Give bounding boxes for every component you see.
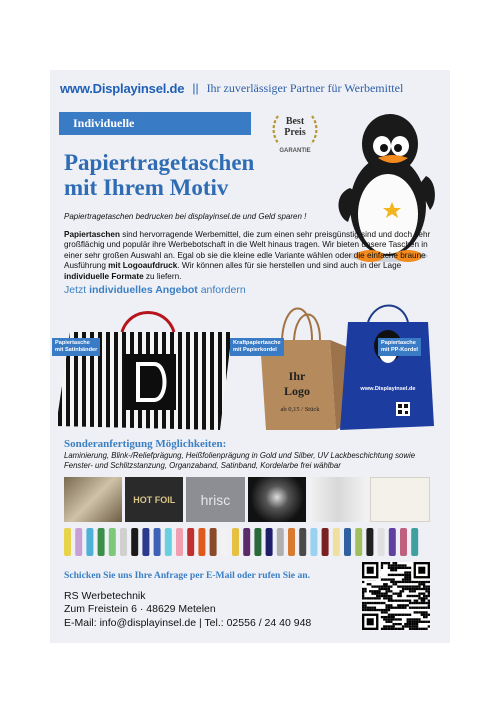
bag-label-pp: Papiertasche mit PP-Kordel [378,338,421,356]
contact-address [64,590,311,630]
finish-emboss-image [64,477,122,522]
company-contact[interactable]: E-Mail: info@displayinsel.de | Tel.: 02556 / 24 40 948 [64,616,312,629]
cord-color-samples [64,528,424,556]
hotfoil-text: HOT FOIL [133,494,176,505]
title-line2: mit Ihrem Motiv [64,175,229,200]
category-band [59,112,251,135]
badge-line1: Best [285,116,305,127]
page-title [64,150,254,200]
company-name: RS Werbetechnik [64,590,146,602]
flyer-page [50,70,450,643]
badge-line2: Preis [284,127,306,138]
cta-link[interactable] [64,284,246,296]
kraft-print2: Logo [283,384,311,398]
badge-line3: GARANTIE [279,148,311,154]
body-strong1: Papiertaschen [64,230,120,239]
cta-pre: Jetzt [64,284,90,296]
body-paragraph [64,230,432,282]
finish-silver-image [186,477,244,522]
best-price-badge [270,110,320,156]
bag-label-satin: Papiertasche mit Satinbänder [52,338,100,356]
cta-post: anfordern [197,284,246,296]
category-band-label: Individuelle [73,116,135,130]
body-strong3: individuelle Formate [64,271,144,281]
emboss-text: hrisc [200,491,231,508]
blue-bag-image [340,306,434,431]
header [50,70,450,106]
finish-gallery [64,477,430,522]
finish-bow-image [248,477,306,522]
body-text2: . Wir können alles für sie herstellen und sind auch in der Lage [177,261,402,271]
bag-showcase [50,302,450,437]
special-text: Laminierung, Blink-/Reliefprägung, Heißfolienprägung in Gold und Silber, UV Lackbeschichtung sowie Fenster- und Schlitzstanzung, Organzaband, Satinband, Kordelarbe frei wählbar [64,451,416,470]
bag-images [50,302,450,437]
kraft-print1: Ihr [288,369,306,383]
body-text3: zu liefern. [143,271,182,281]
company-street: Zum Freistein 6 · 48629 Metelen [64,603,216,616]
special-title: Sonderanfertigung Möglichkeiten: [64,438,227,450]
bag-label-kraft: Kraftpapiertasche mit Papierkordel [230,338,284,356]
kraft-print3: ab 0,15 / Stück [280,406,320,413]
kraft-bag-image [260,309,352,431]
header-tagline: Ihr zuverlässiger Partner für Werbemittel [206,80,404,95]
finish-window-image [370,477,430,522]
body-text1: sind hervorragende Werbemittel, die zum einen sehr preisgünstig sind und doch sehr großflächig und populär ihre Werbebotschaft in die Welt hinaus tragen. Wir bieten unsere Taschen in einer sehr großen Auswahl an. Egal ob sie die kleine edle Variante wählen oder die einfache braune Ausführung [64,230,431,271]
finish-organza-image [309,477,367,522]
title-line1: Papiertragetaschen [64,150,255,175]
body-strong2: mit Logoaufdruck [108,261,178,271]
finish-hotfoil-image [125,477,183,522]
lead-text: Papiertragetaschen bedrucken bei displayinsel.de und Geld sparen ! [64,212,307,221]
contact-prompt: Schicken Sie uns Ihre Anfrage per E-Mail oder rufen Sie an. [64,570,310,581]
cta-strong: individuelles Angebot [89,284,198,296]
header-separator: || [192,81,199,95]
striped-bag-image [56,313,232,431]
brand-logo[interactable]: www.Displayinsel.de [60,80,185,96]
qr-code[interactable] [362,562,430,630]
blue-bag-print: www.Displayinsel.de [360,386,416,392]
